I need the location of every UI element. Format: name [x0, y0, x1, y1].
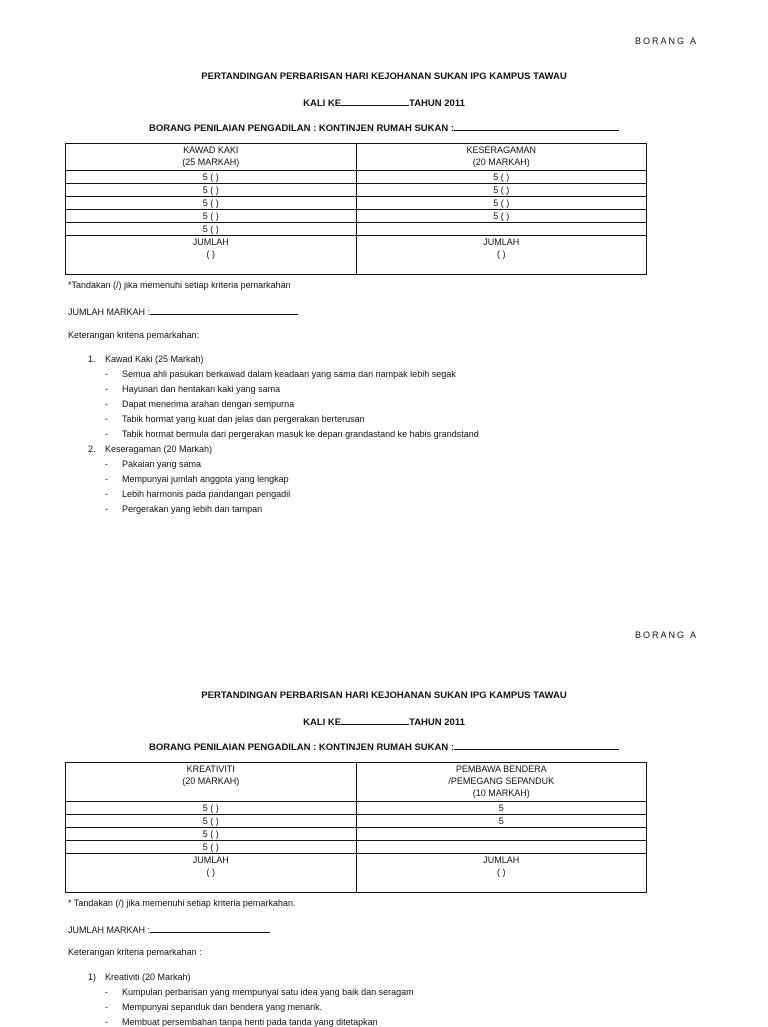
table-row: 5 ( ) [66, 828, 647, 841]
kontinjen-blank [454, 740, 619, 750]
jumlah-markah: JUMLAH MARKAH : [68, 305, 298, 318]
jumlah-markah: JUMLAH MARKAH : [68, 923, 270, 936]
table-row: 5 ( ) 5 ( ) [66, 210, 647, 223]
total-cell-2: JUMLAH ( ) [356, 236, 647, 275]
table-total-row [66, 236, 647, 275]
header-kawad-kaki: KAWAD KAKI (25 MARKAH) [66, 144, 357, 171]
kali-line [0, 715, 768, 728]
table-row: 5 ( ) 5 ( ) [66, 197, 647, 210]
score-table [65, 143, 647, 275]
borang-line [0, 740, 768, 753]
kali-prefix: KALI KE [303, 717, 342, 728]
table-row: 5 ( ) [66, 223, 647, 236]
tick-note: * Tandakan (/) jika memenuhi setiap kriteria pemarkahan. [68, 898, 296, 908]
header-kreativiti: KREATIVITI (20 MARKAH) [66, 763, 357, 802]
kali-suffix: TAHUN 2011 [409, 717, 465, 728]
score-table [65, 762, 647, 893]
kali-blank [341, 715, 409, 725]
table-header-row [66, 763, 647, 802]
form-title: PERTANDINGAN PERBARISAN HARI KEJOHANAN SUKAN IPG KAMPUS TAWAU [201, 71, 567, 82]
borang-label: BORANG PENILAIAN PENGADILAN : KONTINJEN RUMAH SUKAN : [148, 123, 455, 134]
table-total-row [66, 854, 647, 893]
form-code: BORANG A [634, 630, 698, 640]
keterangan-heading: Keterangan kriteria pemarkahan: [68, 330, 200, 340]
kali-blank [341, 96, 409, 106]
header-keseragaman: KESERAGAMAN (20 MARKAH) [356, 144, 647, 171]
table-row: 5 ( ) [66, 841, 647, 854]
jumlah-blank [150, 923, 270, 933]
keterangan-heading: Keterangan kriteria pemarkahan : [68, 947, 202, 957]
borang-label: BORANG PENILAIAN PENGADILAN : KONTINJEN RUMAH SUKAN : [148, 742, 455, 753]
table-header-row [66, 144, 647, 171]
kali-prefix: KALI KE [303, 98, 342, 109]
jumlah-blank [150, 305, 298, 315]
total-cell-1: JUMLAH ( ) [66, 236, 357, 275]
total-cell-1: JUMLAH ( ) [66, 854, 357, 893]
form-title: PERTANDINGAN PERBARISAN HARI KEJOHANAN SUKAN IPG KAMPUS TAWAU [201, 690, 567, 701]
borang-line [0, 121, 768, 134]
kali-suffix: TAHUN 2011 [409, 98, 465, 109]
table-row: 5 ( ) 5 [66, 815, 647, 828]
header-pembawa-bendera: PEMBAWA BENDERA /PEMEGANG SEPANDUK (10 MARKAH) [356, 763, 647, 802]
table-row: 5 ( ) 5 [66, 802, 647, 815]
total-cell-2: JUMLAH ( ) [356, 854, 647, 893]
table-row: 5 ( ) 5 ( ) [66, 171, 647, 184]
table-row: 5 ( ) 5 ( ) [66, 184, 647, 197]
tick-note: *Tandakan (/) jika memenuhi setiap kriteria pemarkahan [68, 280, 291, 290]
form-code: BORANG A [634, 36, 698, 46]
kontinjen-blank [454, 121, 619, 131]
kali-line [0, 96, 768, 109]
